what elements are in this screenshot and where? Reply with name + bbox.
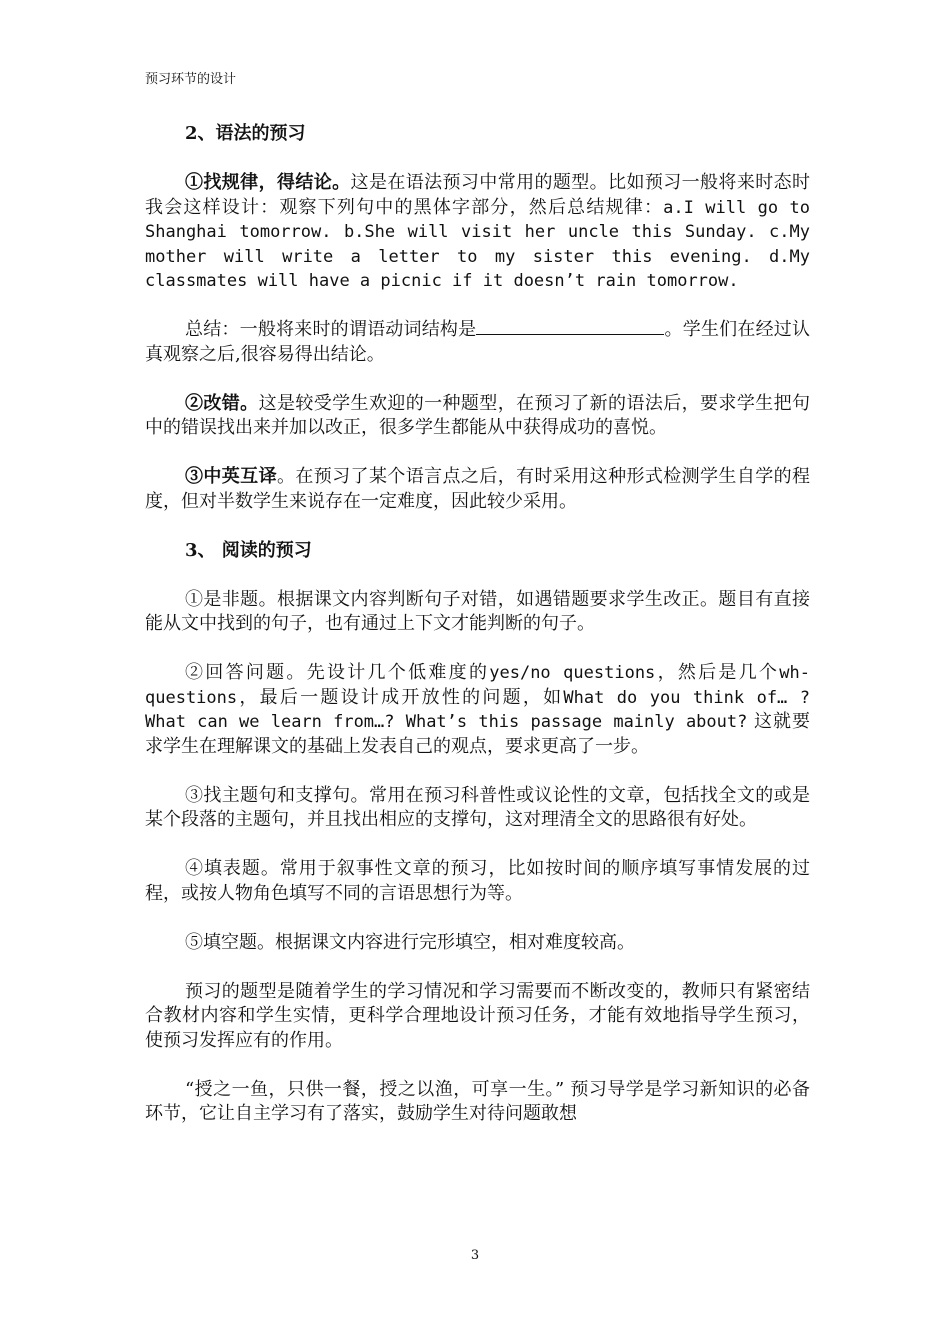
- paragraph-topic-sentence: ③找主题句和支撑句。常用在预习科普性或议论性的文章，包括找全文的或是某个段落的主题句，并且找出相应的支撑句，这对理清全文的思路很有好处。: [145, 784, 810, 830]
- section-heading-reading: 3、 阅读的预习: [185, 539, 312, 561]
- page-number: 3: [470, 1248, 480, 1263]
- paragraph-summary: 总结：一般将来时的谓语动词结构是 。学生们在经过认真观察之后,很容易得出结论。: [145, 319, 811, 365]
- paragraph-quote: “授之一鱼，只供一餐，授之以渔，可享一生。” 预习导学是学习新知识的必备环节，它让自主学习有了落实，鼓励学生对待问题敢想: [145, 1078, 810, 1124]
- paragraph-answer-questions: ②回答问题。先设计几个低难度的yes/no questions，然后是几个wh- questions，最后一题设计成开放性的问题，如What do you think of… ? What can we learn from…? What’s this passage mainly about? 这就要求学生在理解课文的基础上发表自己的观点，要求更高了一步。: [145, 662, 811, 757]
- paragraph-true-false: ①是非题。根据课文内容判断句子对错，如遇错题要求学生改正。题目有直接能从文中找到的句子，也有通过上下文才能判断的句子。: [145, 588, 810, 634]
- document-body: [145, 122, 810, 1151]
- paragraph-error-correction: ②改错。这是较受学生欢迎的一种题型，在预习了新的语法后，要求学生把句中的错误找出来并加以改正，很多学生都能从中获得成功的喜悦。: [145, 392, 810, 438]
- paragraph-translation: ③中英互译。在预习了某个语言点之后，有时采用这种形式检测学生自学的程度，但对半数学生来说存在一定难度，因此较少采用。: [145, 466, 811, 512]
- item-lead: ②改错。: [185, 392, 259, 414]
- item-lead: ①找规律，得结论。: [185, 172, 351, 193]
- paragraph-find-pattern: ①找规律，得结论。这是在语法预习中常用的题型。比如预习一般将来时态时我会这样设计：观察下列句中的黑体字部分，然后总结规律：a.I will go to Shanghai tomorrow. b.She will visit her uncle this Sunday. c.My mother will write a letter to my sister this evening. d.My classmates will have a picnic if it doesn’t rain tomorrow.: [145, 172, 810, 291]
- item-lead: ③中英互译: [185, 466, 277, 487]
- paragraph-conclusion: 预习的题型是随着学生的学习情况和学习需要而不断改变的，教师只有紧密结合教材内容和学生实情，更科学合理地设计预习任务，才能有效地指导学生预习，使预习发挥应有的作用。: [145, 980, 810, 1051]
- paragraph-fill-table: ④填表题。常用于叙事性文章的预习，比如按时间的顺序填写事情发展的过程，或按人物角色填写不同的言语思想行为等。: [145, 858, 810, 904]
- paragraph-cloze: ⑤填空题。根据课文内容进行完形填空，相对难度较高。: [185, 931, 635, 953]
- page-header: 预习环节的设计: [145, 72, 237, 87]
- section-heading-grammar: 2、语法的预习: [185, 123, 306, 144]
- example-sentences: a.I will go to Shanghai tomorrow. b.She will visit her uncle this Sunday. c.My mother will write a letter to my sister this evening. d.My classmates will have a picnic if it doesn’t rain tomorrow.: [145, 197, 810, 291]
- fill-blank-line: [476, 318, 664, 335]
